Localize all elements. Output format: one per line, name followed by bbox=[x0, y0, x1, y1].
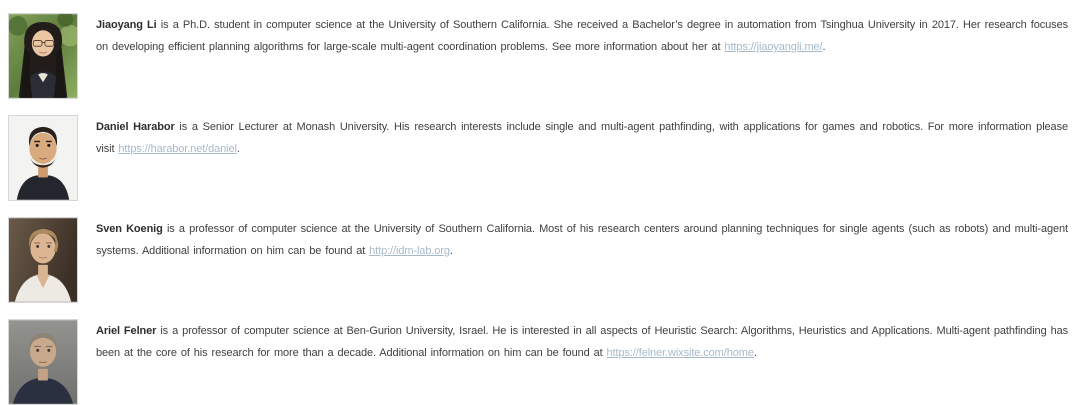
person-row-jiaoyang-li bbox=[8, 13, 1080, 99]
person-name: Daniel Harabor bbox=[96, 121, 175, 133]
bio-text-end: . bbox=[822, 41, 826, 53]
daniel-harabor-portrait-illustration bbox=[9, 116, 77, 200]
bio-text-end: . bbox=[753, 347, 757, 359]
person-name: Ariel Felner bbox=[96, 325, 157, 337]
sven-koenig-photo bbox=[8, 217, 78, 303]
ariel-felner-bio bbox=[96, 320, 1068, 364]
person-name: Jiaoyang Li bbox=[96, 19, 157, 31]
jiaoyang-li-bio bbox=[96, 14, 1068, 58]
sven-koenig-website-link[interactable]: http://idm-lab.org bbox=[369, 245, 450, 257]
bio-text: is a professor of computer science at Ben-Gurion University, Israel. He is interested in all aspects of Heuristic Search: Algorithms, Heuristics and Applications. Multi-agent pathfinding has been at the core of his research for more than a decade. Additional information on him can be found at bbox=[96, 325, 1068, 359]
daniel-harabor-website-link[interactable]: https://harabor.net/daniel bbox=[118, 143, 237, 155]
bio-text-end: . bbox=[449, 245, 453, 257]
sven-koenig-portrait-illustration bbox=[9, 218, 77, 302]
person-row-ariel-felner bbox=[8, 319, 1080, 405]
sven-koenig-bio bbox=[96, 218, 1068, 262]
ariel-felner-portrait-illustration bbox=[9, 320, 77, 404]
bio-text: is a professor of computer science at the University of Southern California. Most of his research centers around planning techniques for single agents (such as robots) and multi-agent systems. Additional information on him can be found at bbox=[96, 223, 1068, 257]
person-row-sven-koenig bbox=[8, 217, 1080, 303]
jiaoyang-li-website-link[interactable]: https://jiaoyangli.me/ bbox=[724, 41, 823, 53]
person-row-daniel-harabor bbox=[8, 115, 1080, 201]
jiaoyang-li-portrait-illustration bbox=[9, 14, 77, 98]
bio-text: is a Senior Lecturer at Monash University. His research interests include single and multi-agent pathfinding, with applications for games and robotics. For more information please visit bbox=[96, 121, 1068, 155]
jiaoyang-li-photo bbox=[8, 13, 78, 99]
person-name: Sven Koenig bbox=[96, 223, 163, 235]
bio-text: is a Ph.D. student in computer science at the University of Southern California. She received a Bachelor’s degree in automation from Tsinghua University in 2017. Her research focuses on developing efficient planning algorithms for large-scale multi-agent coordination problems. See more information about her at bbox=[96, 19, 1068, 53]
ariel-felner-website-link[interactable]: https://felner.wixsite.com/home bbox=[606, 347, 754, 359]
daniel-harabor-photo bbox=[8, 115, 78, 201]
bio-text-end: . bbox=[236, 143, 240, 155]
daniel-harabor-bio bbox=[96, 116, 1068, 160]
ariel-felner-photo bbox=[8, 319, 78, 405]
